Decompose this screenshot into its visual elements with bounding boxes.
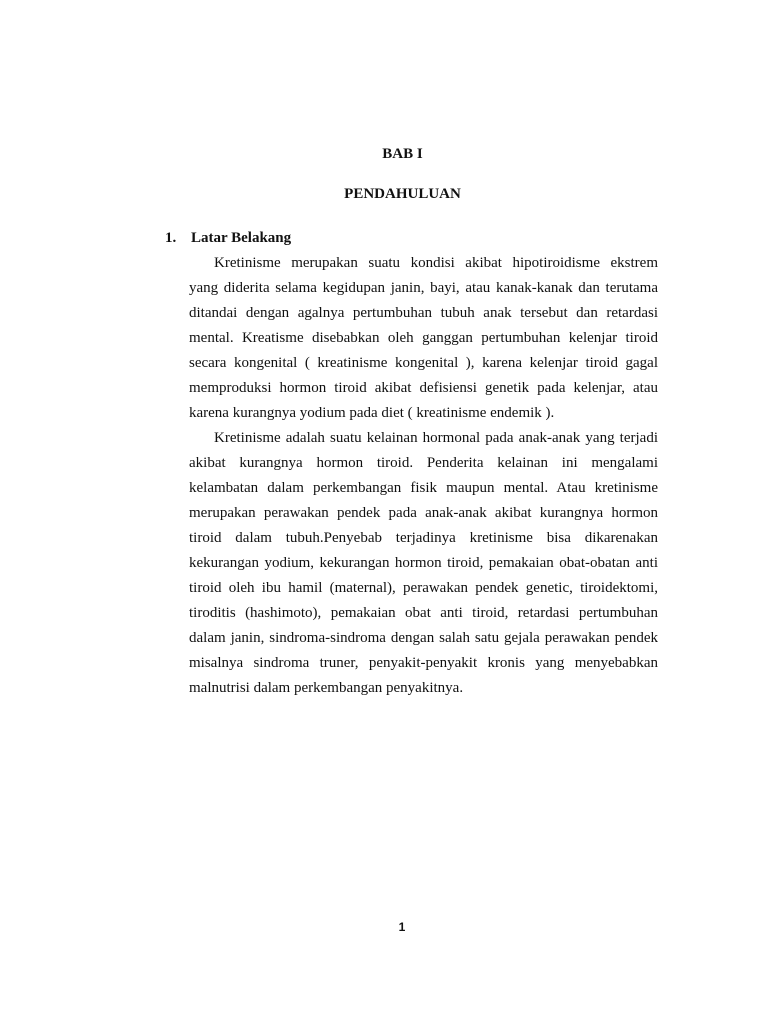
paragraph-line: merupakan perawakan pendek pada anak-anak akibat kurangnya hormon [189,505,658,521]
paragraph-line: dalam janin, sindroma-sindroma dengan salah satu gejala perawakan pendek [189,630,658,646]
body-text [189,251,658,701]
paragraph-2 [189,426,658,701]
paragraph-line: misalnya sindroma truner, penyakit-penyakit kronis yang menyebabkan [189,655,658,671]
page-number: 1 [398,920,406,934]
chapter-heading: BAB I [382,146,423,162]
paragraph-line: akibat kurangnya hormon tiroid. Penderita kelainan ini mengalami [189,455,658,471]
paragraph-line: memproduksi hormon tiroid akibat defisiensi genetik pada kelenjar, atau [189,380,658,396]
paragraph-line: malnutrisi dalam perkembangan penyakitnya. [189,680,464,696]
paragraph-line: tiroid oleh ibu hamil (maternal), perawakan pendek genetic, tiroidektomi, [189,580,658,596]
paragraph-line: karena kurangnya yodium pada diet ( kreatinisme endemik ). [189,405,555,421]
chapter-title: PENDAHULUAN [344,186,461,202]
section-heading [0,226,768,251]
paragraph-1 [189,251,658,426]
section-number: 1. [165,230,177,246]
paragraph-line: kekurangan yodium, kekurangan hormon tiroid, pemakaian obat-obatan anti [189,555,658,571]
paragraph-line: Kretinisme merupakan suatu kondisi akibat hipotiroidisme ekstrem [214,255,658,271]
section-title: Latar Belakang [191,230,292,246]
paragraph-line: ditandai dengan agalnya pertumbuhan tubuh anak tersebut dan retardasi [189,305,658,321]
paragraph-line: kelambatan dalam perkembangan fisik maupun mental. Atau kretinisme [189,480,658,496]
paragraph-line: mental. Kreatisme disebabkan oleh ganggan pertumbuhan kelenjar tiroid [189,330,658,346]
paragraph-line: Kretinisme adalah suatu kelainan hormonal pada anak-anak yang terjadi [214,430,658,446]
paragraph-line: yang diderita selama kegidupan janin, bayi, atau kanak-kanak dan terutama [189,280,658,296]
paragraph-line: secara kongenital ( kreatinisme kongenital ), karena kelenjar tiroid gagal [189,355,658,371]
paragraph-line: tiroditis (hashimoto), pemakaian obat anti tiroid, retardasi pertumbuhan [189,605,658,621]
paragraph-line: tiroid dalam tubuh.Penyebab terjadinya kretinisme bisa dikarenakan [189,530,658,546]
